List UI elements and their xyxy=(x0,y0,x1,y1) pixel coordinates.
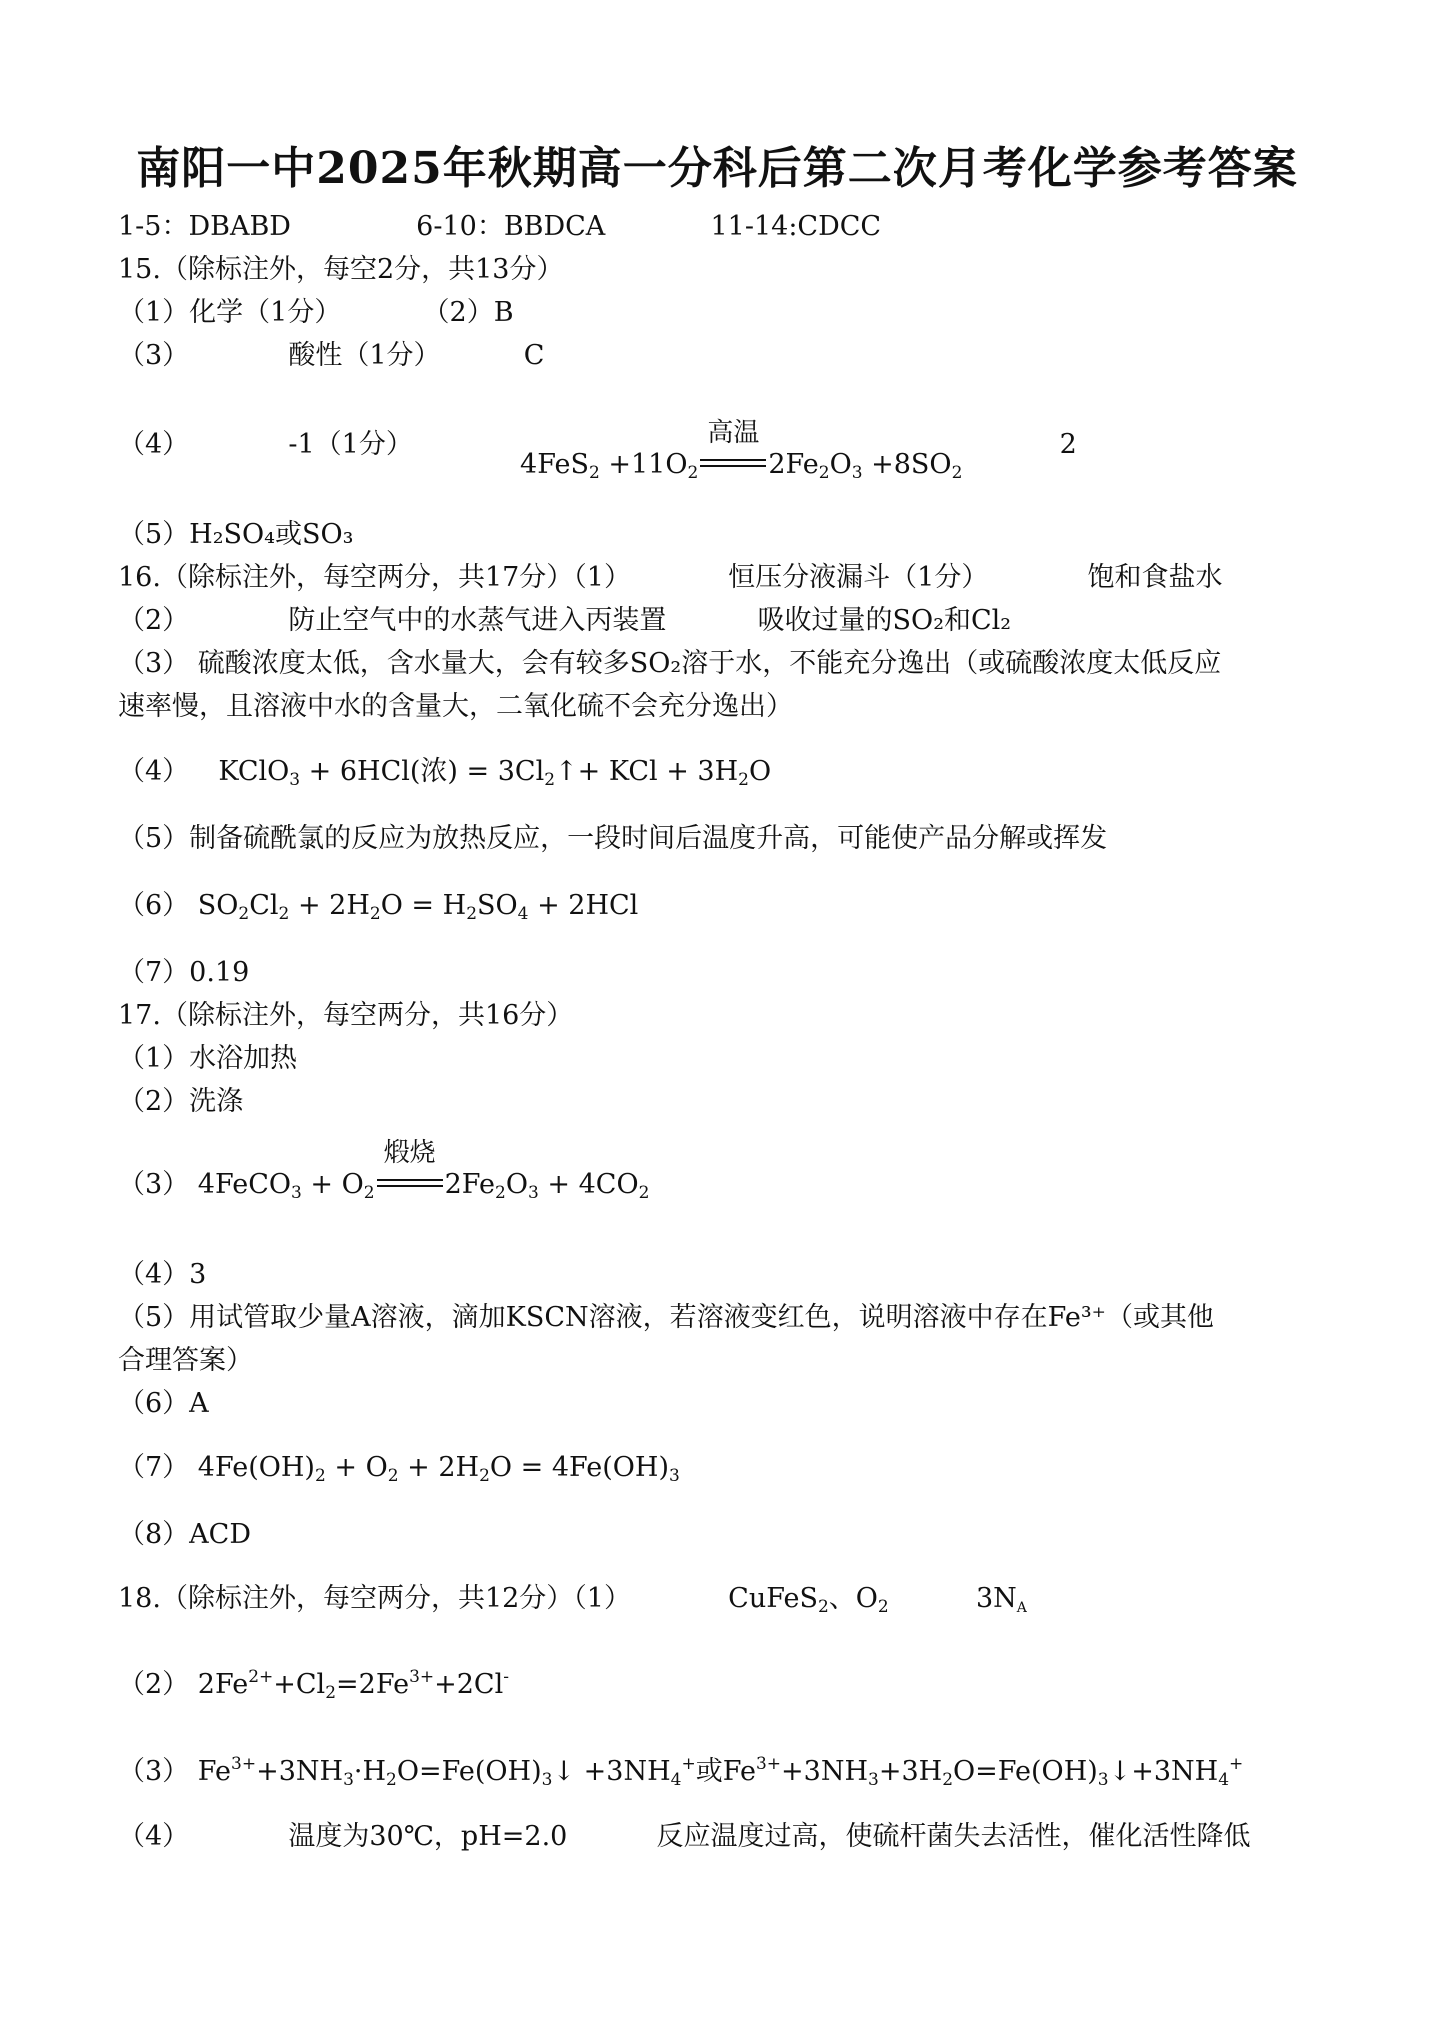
q16-part1-answer-b: 饱和食盐水 xyxy=(1087,562,1223,593)
q15-part1-2 xyxy=(118,296,514,330)
q18-part4 xyxy=(118,1820,1251,1854)
choice-answers xyxy=(118,210,881,244)
q18-part1-answer-a: CuFeS$_2$、$O_2$ xyxy=(728,1583,889,1617)
q18-part4-answer-a: 温度为30℃，pH=2.0 xyxy=(288,1821,568,1852)
q16-heading: 16.（除标注外，每空两分，共17分）（1） xyxy=(118,562,631,593)
q17-part3-condition: 煅烧 xyxy=(383,1138,436,1168)
q15-heading: 15.（除标注外，每空2分，共13分） xyxy=(118,254,564,285)
q15-part3-answer-a: 酸性（1分） xyxy=(288,340,441,371)
choice-1-5: 1-5：DBABD xyxy=(118,211,291,242)
q16-part7: （7）0.19 xyxy=(118,957,250,988)
q16-part3-line2: 速率慢，且溶液中水的含量大，二氧化硫不会充分逸出） xyxy=(118,691,793,722)
q15-part2: （2）B xyxy=(422,297,514,328)
choice-11-14: 11-14:CDCC xyxy=(710,211,882,242)
q17-part8: （8）ACD xyxy=(118,1519,251,1550)
q16-part4-number: （4） xyxy=(118,756,190,787)
q16-part1-answer-a: 恒压分液漏斗（1分） xyxy=(728,562,989,593)
q18-part2-number: （2） xyxy=(118,1669,190,1700)
q17-part7-equation: $4Fe(OH)_2 + O_2 + 2H_2O = 4Fe(OH)_3$ xyxy=(197,1452,680,1486)
q15-part4-answer-c: 2 xyxy=(1059,429,1077,460)
q17-part7 xyxy=(118,1451,680,1485)
q15-part3 xyxy=(118,339,544,373)
choice-6-10: 6-10：BBDCA xyxy=(416,211,606,242)
q17-part3-number: （3） xyxy=(118,1169,190,1200)
q16-part6-equation: $SO_2Cl_2 + 2H_2O = H_2SO_4 + 2HCl$ xyxy=(197,890,639,924)
q15-part1: （1）化学（1分） xyxy=(118,297,342,328)
q16-part2-answer-a: 防止空气中的水蒸气进入丙装置 xyxy=(288,605,667,636)
q17-heading: 17.（除标注外，每空两分，共16分） xyxy=(118,1000,574,1031)
q18-heading: 18.（除标注外，每空两分，共12分）（1） xyxy=(118,1583,631,1614)
q17-part2: （2）洗涤 xyxy=(118,1086,244,1117)
q18-part3 xyxy=(118,1755,1243,1789)
q18-part3-number: （3） xyxy=(118,1756,190,1787)
q16-part2-number: （2） xyxy=(118,605,190,636)
q15-part4 xyxy=(118,418,1077,483)
q17-part5-line1: （5）用试管取少量A溶液，滴加KSCN溶液，若溶液变红色，说明溶液中存在Fe³⁺（或其他 xyxy=(118,1302,1214,1333)
q18-part4-answer-b: 反应温度过高，使硫杆菌失去活性，催化活性降低 xyxy=(656,1821,1251,1852)
q18-part2 xyxy=(118,1668,509,1702)
q16-part3-line1: （3） 硫酸浓度太低，含水量大，会有较多SO₂溶于水，不能充分逸出（或硫酸浓度太低反应 xyxy=(118,648,1222,679)
q16-part6-number: （6） xyxy=(118,890,190,921)
q18-part2-equation: $2Fe^{2+}+Cl_2=2Fe^{3+}+2Cl^-$ xyxy=(197,1667,509,1703)
q17-part4: （4）3 xyxy=(118,1259,207,1290)
q17-part6: （6）A xyxy=(118,1388,209,1419)
q16-part5: （5）制备硫酰氯的反应为放热反应，一段时间后温度升高，可能使产品分解或挥发 xyxy=(118,823,1108,854)
page-title: 南阳一中2025年秋期高一分科后第二次月考化学参考答案 xyxy=(136,143,1298,194)
q15-part4-number: （4） xyxy=(118,429,190,460)
q16-part2-answer-b: 吸收过量的SO₂和Cl₂ xyxy=(757,605,1012,636)
q18-part1-answer-b: $3N_A$ xyxy=(975,1583,1027,1616)
q17-part1: （1）水浴加热 xyxy=(118,1043,298,1074)
q18-part4-number: （4） xyxy=(118,1821,190,1852)
q17-part3-equation: 4FeCO$_3$ + $O_2$ 煅烧 $2Fe_2O_3 + 4CO_2$ xyxy=(197,1138,650,1203)
q15-part3-number: （3） xyxy=(118,340,190,371)
q17-part7-number: （7） xyxy=(118,1452,190,1483)
q16-part4-equation: KClO$_3$ + 6HCl(浓) = $3Cl_2↑+$ KCl + $3H_2O$ xyxy=(218,756,772,790)
q18-heading-part1 xyxy=(118,1582,1027,1616)
q15-part5: （5）H₂SO₄或SO₃ xyxy=(118,519,354,550)
q16-part6 xyxy=(118,889,638,923)
q15-part4-answer-a: -1（1分） xyxy=(288,429,413,460)
q16-part2 xyxy=(118,604,1011,638)
q16-part4 xyxy=(118,755,771,789)
q17-part5-line2: 合理答案） xyxy=(118,1345,253,1376)
q17-part3 xyxy=(118,1138,650,1203)
q15-part4-condition: 高温 xyxy=(707,418,760,448)
q18-part3-equation: $Fe^{3+}+3NH_3\cdot H_2O=Fe(OH)_3↓ +3NH_4^+$或$Fe^{3+}+3NH_3+3H_2O=Fe(OH)_3↓+3NH_4^+$ xyxy=(197,1754,1244,1790)
q15-part3-answer-b: C xyxy=(523,340,545,371)
q15-part4-equation: $4FeS_2 +11O_2$ 高温 $2Fe_2O_3 +8SO_2$ xyxy=(520,418,963,483)
q16-heading-part1 xyxy=(118,561,1223,595)
